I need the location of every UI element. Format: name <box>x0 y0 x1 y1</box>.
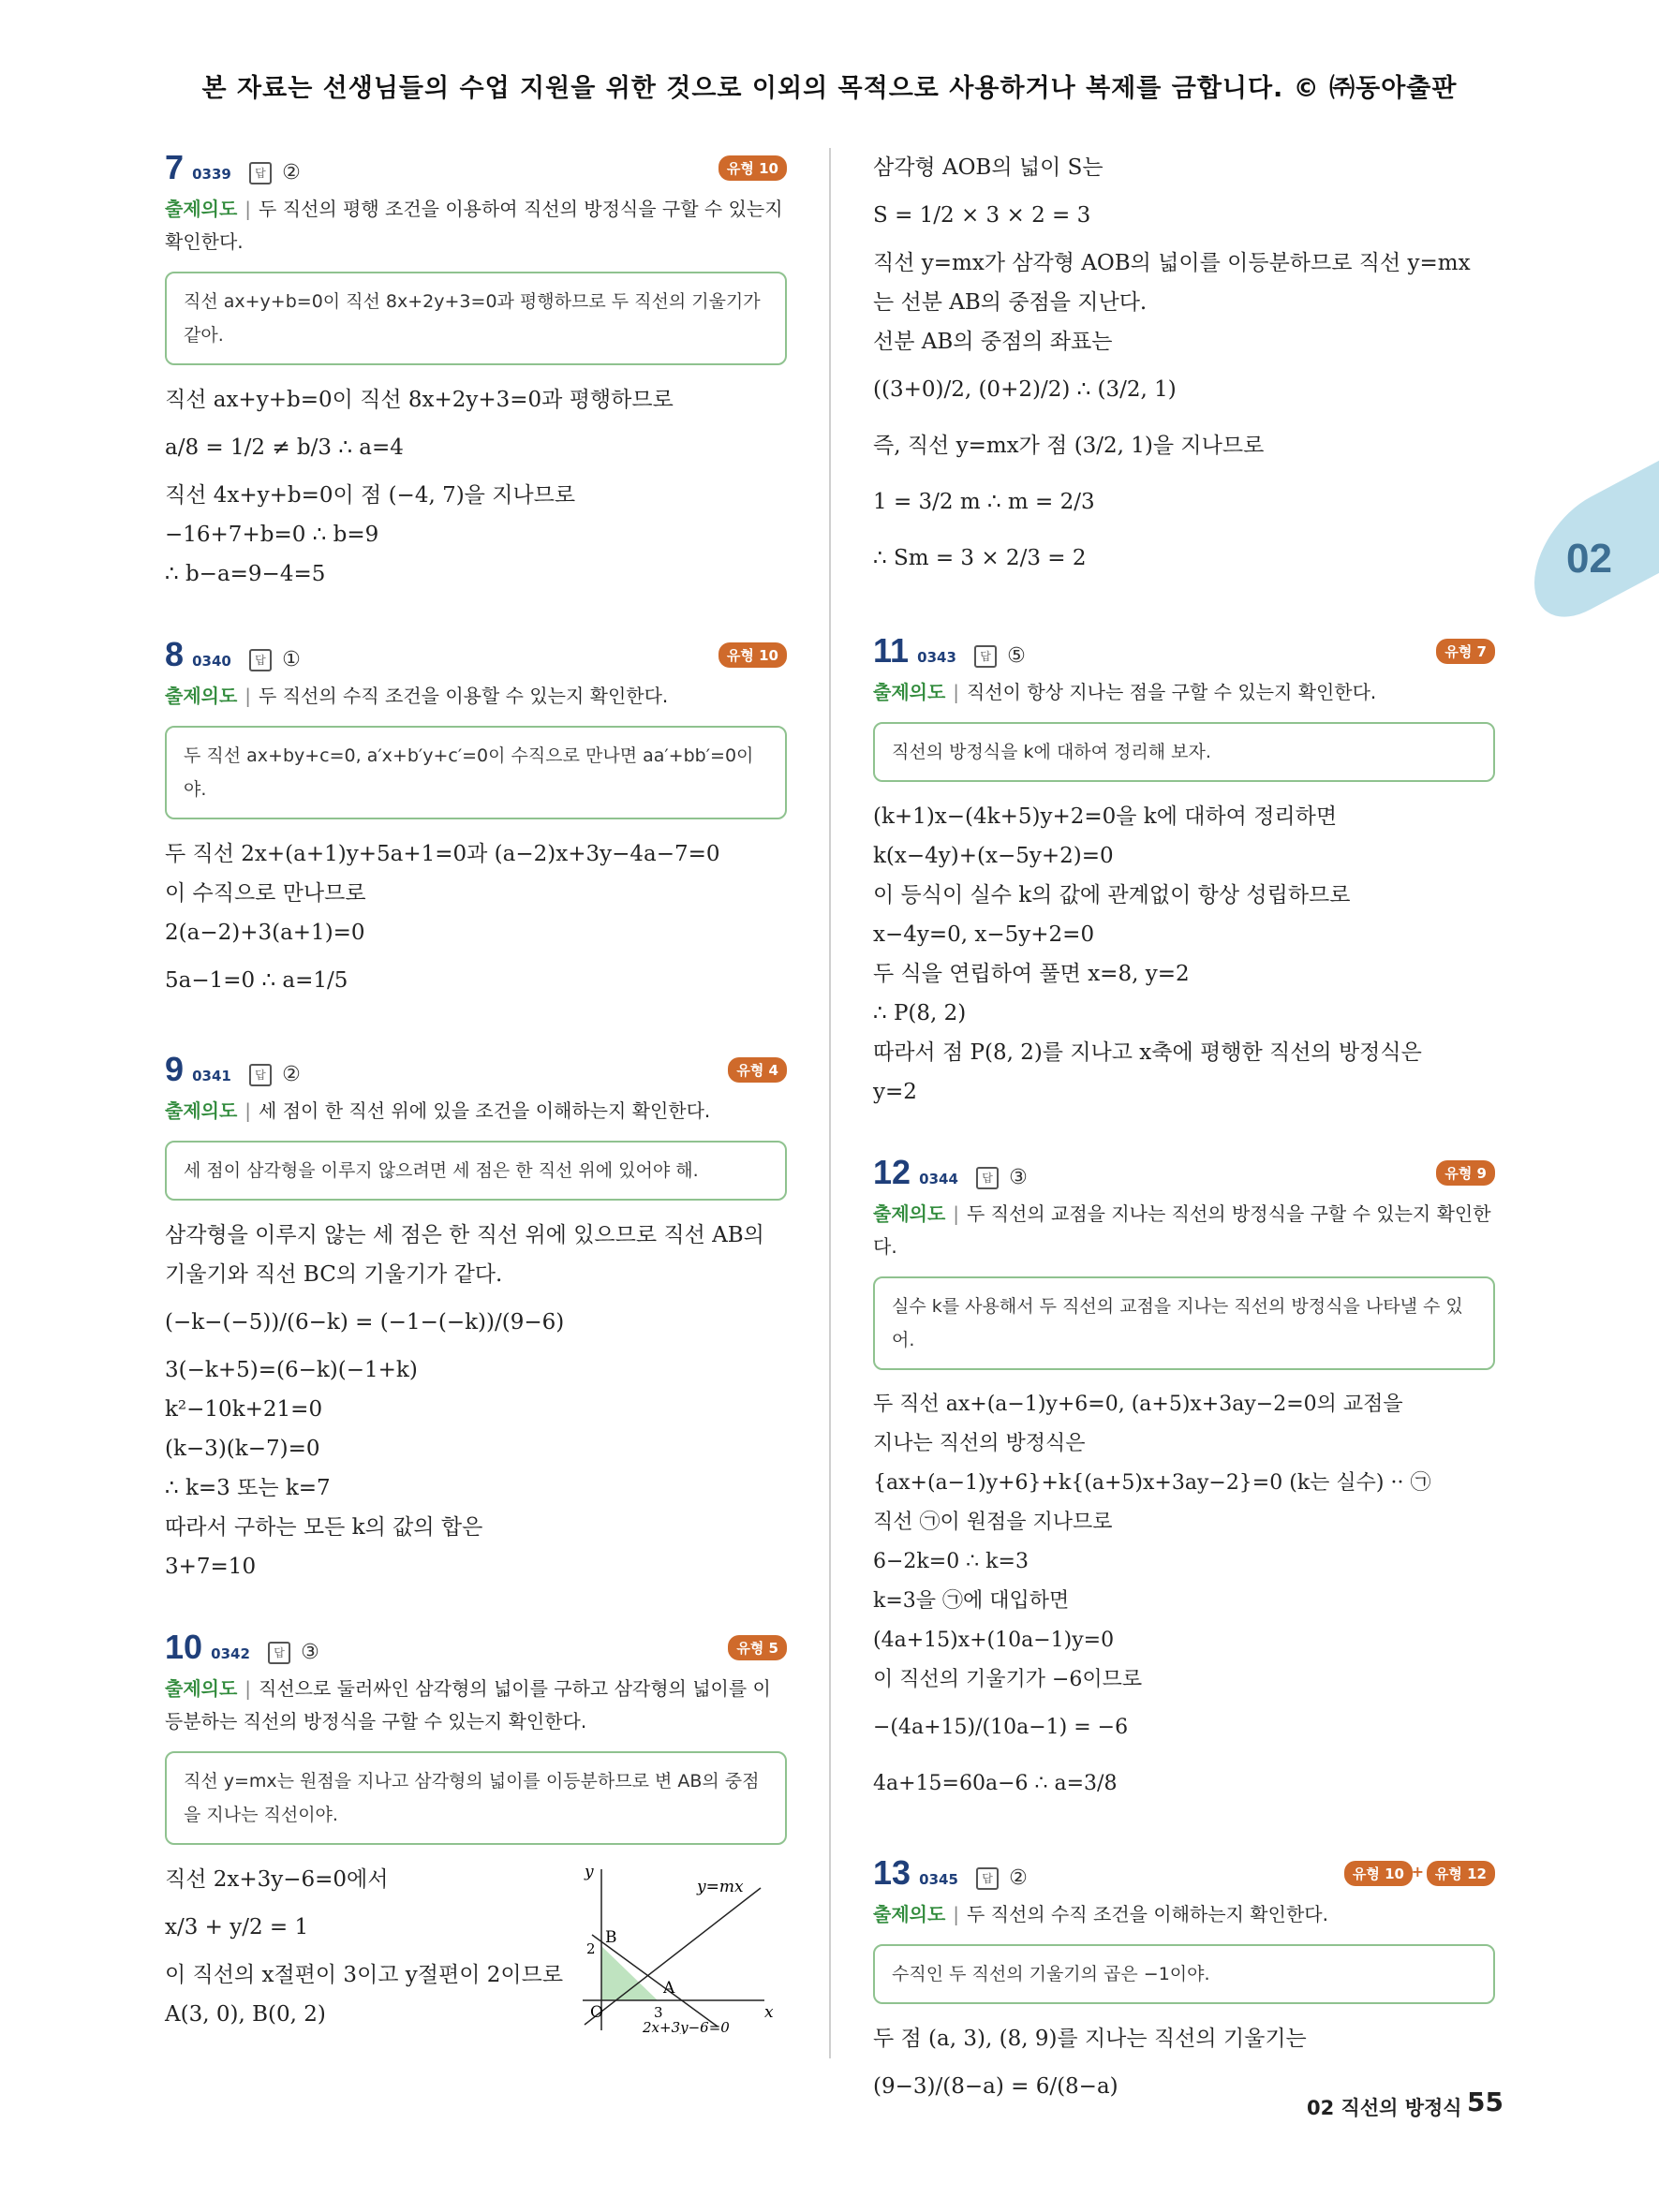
solution-line: 선분 AB의 중점의 좌표는 <box>873 330 1113 354</box>
answer-icon: 답 <box>976 1167 999 1189</box>
type-badge: 유형 10 <box>718 155 787 181</box>
problem-header <box>873 1853 1495 1895</box>
problem-header <box>873 631 1495 672</box>
problem-header <box>165 635 787 676</box>
solution-line: 4a+15=60a−6 ∴ a=3/8 <box>873 1772 1118 1795</box>
intent-line <box>873 1898 1495 1931</box>
solution <box>873 1385 1495 1812</box>
intent-text: 두 직선의 수직 조건을 이용할 수 있는지 확인한다. <box>259 685 669 707</box>
answer-value: ② <box>282 1063 301 1086</box>
solution-line: (−k−(−5))/(6−k) = (−1−(−k))/(9−6) <box>165 1310 565 1335</box>
shaded-triangle <box>601 1946 658 2000</box>
solution-line: x−4y=0, x−5y+2=0 <box>873 922 1095 947</box>
intent-text: 두 직선의 교점을 지나는 직선의 방정식을 구할 수 있는지 확인한다. <box>873 1202 1491 1258</box>
hint-box: 실수 k를 사용해서 두 직선의 교점을 지나는 직선의 방정식을 나타낼 수 있어. <box>873 1276 1495 1370</box>
intent-tag: 출제의도 <box>873 1202 946 1225</box>
solution <box>165 834 787 1009</box>
solution-line: 는 선분 AB의 중점을 지난다. <box>873 290 1148 315</box>
solution-line: {ax+(a−1)y+6}+k{(a+5)x+3ay−2}=0 (k는 실수) ·· ㉠ <box>873 1471 1431 1495</box>
solution <box>873 148 1495 586</box>
solution-line: 두 직선 2x+(a+1)y+5a+1=0과 (a−2)x+3y−4a−7=0 <box>165 842 720 866</box>
solution-line: 기울기와 직선 BC의 기울기가 같다. <box>165 1262 503 1287</box>
intent-line <box>165 1673 787 1738</box>
solution-line: a/8 = 1/2 ≠ b/3 ∴ a=4 <box>165 435 404 460</box>
problem-number: 12 <box>873 1153 911 1191</box>
solution-line: 삼각형을 이루지 않는 세 점은 한 직선 위에 있으므로 직선 AB의 <box>165 1223 764 1247</box>
x-axis-label: x <box>764 2003 774 2022</box>
solution-line: 3(−k+5)=(6−k)(−1+k) <box>165 1358 418 1382</box>
solution-line: 직선 ax+y+b=0이 직선 8x+2y+3=0과 평행하므로 <box>165 388 674 412</box>
intent-separator: | <box>244 198 252 220</box>
solution-line: (4a+15)x+(10a−1)y=0 <box>873 1629 1115 1652</box>
solution-line: x/3 + y/2 = 1 <box>165 1915 309 1939</box>
solution-line: 직선 2x+3y−6=0에서 <box>165 1867 389 1892</box>
intent-tag: 출제의도 <box>165 685 238 707</box>
intent-line <box>165 193 787 258</box>
chapter-side-number: 02 <box>1566 536 1612 582</box>
intent-line <box>165 680 787 713</box>
solution-line: 두 직선 ax+(a−1)y+6=0, (a+5)x+3ay−2=0의 교점을 <box>873 1393 1403 1416</box>
problem-number: 7 <box>165 148 185 186</box>
intent-text: 두 직선의 평행 조건을 이용하여 직선의 방정식을 구할 수 있는지 확인한다. <box>165 198 783 253</box>
hint-box: 두 직선 ax+by+c=0, a′x+b′y+c′=0이 수직으로 만나면 aa′+bb′=0이야. <box>165 726 787 819</box>
type-badge: 유형 5 <box>728 1635 787 1660</box>
problem-header <box>165 1628 787 1669</box>
solution-line: 3+7=10 <box>165 1555 257 1579</box>
intent-text: 직선이 항상 지나는 점을 구할 수 있는지 확인한다. <box>967 681 1377 703</box>
solution-line: 1 = 3/2 m ∴ m = 2/3 <box>873 490 1095 514</box>
solution-line: ∴ k=3 또는 k=7 <box>165 1476 331 1500</box>
solution-line: y=2 <box>873 1080 917 1104</box>
problem-code: 0345 <box>919 1871 958 1888</box>
problem-code: 0344 <box>919 1171 958 1187</box>
problem-number: 11 <box>873 631 910 670</box>
intent-tag: 출제의도 <box>165 1099 238 1122</box>
point-a-label: A <box>663 1979 675 1998</box>
solution-line: 2(a−2)+3(a+1)=0 <box>165 921 365 945</box>
answer-value: ② <box>1009 1866 1028 1890</box>
solution-line: A(3, 0), B(0, 2) <box>165 2002 326 2027</box>
problem-code: 0341 <box>192 1068 231 1084</box>
solution <box>165 1860 787 2034</box>
intent-tag: 출제의도 <box>165 1677 238 1700</box>
answer-icon: 답 <box>976 1867 999 1890</box>
solution-line: k=3을 ㉠에 대입하면 <box>873 1589 1070 1613</box>
type-badge: 유형 9 <box>1436 1160 1495 1186</box>
intent-separator: | <box>244 1099 252 1122</box>
problem-code: 0339 <box>192 166 231 183</box>
hint-box: 수직인 두 직선의 기울기의 곱은 −1이야. <box>873 1944 1495 2004</box>
intent-text: 세 점이 한 직선 위에 있을 조건을 이해하는지 확인한다. <box>259 1099 711 1122</box>
problem-11 <box>873 631 1495 1112</box>
solution <box>165 380 787 594</box>
type-badge: 유형 10 <box>1344 1861 1413 1886</box>
intent-line <box>165 1095 787 1128</box>
solution-line: 직선 ㉠이 원점을 지나므로 <box>873 1511 1113 1534</box>
problem-7 <box>165 148 787 594</box>
problem-13 <box>873 1853 1495 2115</box>
solution-line: (k+1)x−(4k+5)y+2=0을 k에 대하여 정리하면 <box>873 804 1338 829</box>
intent-tag: 출제의도 <box>873 681 946 703</box>
intent-text: 직선으로 둘러싸인 삼각형의 넓이를 구하고 삼각형의 넓이를 이등분하는 직선의 방정식을 구할 수 있는지 확인한다. <box>165 1677 771 1733</box>
triangle-graph <box>577 1860 789 2034</box>
solution-line: 지나는 직선의 방정식은 <box>873 1432 1086 1455</box>
intent-separator: | <box>953 681 960 703</box>
solution <box>873 797 1495 1112</box>
solution-line: ∴ b−a=9−4=5 <box>165 562 326 586</box>
problem-header <box>165 1050 787 1091</box>
problem-number: 10 <box>165 1628 203 1666</box>
type-badge: 유형 7 <box>1436 639 1495 664</box>
solution-line: −(4a+15)/(10a−1) = −6 <box>873 1716 1129 1739</box>
type-badge-2: 유형 12 <box>1427 1861 1495 1886</box>
problem-header <box>165 148 787 189</box>
problem-9 <box>165 1050 787 1586</box>
intent-separator: | <box>244 685 252 707</box>
solution-line: 삼각형 AOB의 넓이 S는 <box>873 155 1104 180</box>
problem-number: 9 <box>165 1050 185 1088</box>
problem-header <box>873 1153 1495 1194</box>
answer-icon: 답 <box>974 645 997 668</box>
copyright-banner: 본 자료는 선생님들의 수업 지원을 위한 것으로 이외의 목적으로 사용하거나 복제를 금합니다. © ㈜동아출판 <box>201 74 1458 103</box>
hint-box: 직선의 방정식을 k에 대하여 정리해 보자. <box>873 722 1495 782</box>
problem-12 <box>873 1153 1495 1812</box>
solution-line: k²−10k+21=0 <box>165 1397 323 1422</box>
solution-line: ∴ P(8, 2) <box>873 1001 967 1025</box>
hint-box: 직선 y=mx는 원점을 지나고 삼각형의 넓이를 이등분하므로 변 AB의 중점을 지나는 직선이야. <box>165 1751 787 1845</box>
solution-line: 이 직선의 x절편이 3이고 y절편이 2이므로 <box>165 1963 564 1987</box>
solution-line: 즉, 직선 y=mx가 점 (3/2, 1)을 지나므로 <box>873 434 1265 458</box>
intent-separator: | <box>953 1202 960 1225</box>
solution-line: 직선 y=mx가 삼각형 AOB의 넓이를 이등분하므로 직선 y=mx <box>873 251 1471 275</box>
intent-separator: | <box>244 1677 252 1700</box>
problem-number: 13 <box>873 1853 911 1892</box>
solution-line: 직선 4x+y+b=0이 점 (−4, 7)을 지나므로 <box>165 483 576 508</box>
problem-10-continued <box>873 148 1495 586</box>
tick-y-label: 2 <box>586 1940 596 1957</box>
intent-line <box>873 676 1495 709</box>
answer-icon: 답 <box>249 162 272 184</box>
solution-line: 이 수직으로 만나므로 <box>165 881 366 906</box>
problem-8 <box>165 635 787 1009</box>
problem-code: 0342 <box>211 1645 250 1662</box>
answer-icon: 답 <box>249 1064 272 1086</box>
solution-line: −16+7+b=0 ∴ b=9 <box>165 523 379 547</box>
point-b-label: B <box>605 1928 617 1947</box>
solution-line: S = 1/2 × 3 × 2 = 3 <box>873 203 1091 228</box>
solution-line: 따라서 구하는 모든 k의 값의 합은 <box>165 1515 483 1540</box>
solution-line: 따라서 점 P(8, 2)를 지나고 x축에 평행한 직선의 방정식은 <box>873 1040 1422 1065</box>
solution-line: k(x−4y)+(x−5y+2)=0 <box>873 844 1114 868</box>
left-column <box>165 148 787 2075</box>
solution-line: (k−3)(k−7)=0 <box>165 1437 320 1461</box>
solution-line: 이 등식이 실수 k의 값에 관계없이 항상 성립하므로 <box>873 883 1351 907</box>
answer-value: ③ <box>1009 1166 1028 1189</box>
solution-line: ∴ Sm = 3 × 2/3 = 2 <box>873 546 1087 570</box>
solution-line: 두 식을 연립하여 풀면 x=8, y=2 <box>873 962 1190 986</box>
problem-code: 0340 <box>192 653 231 670</box>
answer-value: ② <box>282 161 301 184</box>
intent-text: 두 직선의 수직 조건을 이해하는지 확인한다. <box>967 1903 1328 1925</box>
answer-value: ① <box>282 648 301 671</box>
problem-10 <box>165 1628 787 2034</box>
answer-icon: 답 <box>268 1642 290 1664</box>
type-plus: + <box>1411 1863 1424 1880</box>
answer-value: ⑤ <box>1007 644 1026 668</box>
footer-chapter: 02 직선의 방정식 <box>1307 2097 1462 2119</box>
type-badge: 유형 10 <box>718 642 787 668</box>
solution-line: 두 점 (a, 3), (8, 9)를 지나는 직선의 기울기는 <box>873 2027 1307 2051</box>
problem-number: 8 <box>165 635 185 673</box>
answer-value: ③ <box>301 1641 319 1664</box>
solution-line: 5a−1=0 ∴ a=1/5 <box>165 968 348 993</box>
solution-line: ((3+0)/2, (0+2)/2) ∴ (3/2, 1) <box>873 377 1177 402</box>
intent-line <box>873 1198 1495 1263</box>
y-axis-label: y <box>585 1863 594 1881</box>
solution-line: 6−2k=0 ∴ k=3 <box>873 1550 1029 1573</box>
solution-line: 이 직선의 기울기가 −6이므로 <box>873 1668 1143 1691</box>
solution <box>165 1216 787 1586</box>
problem-code: 0343 <box>917 649 956 666</box>
line-y-mx-label: y=mx <box>697 1878 744 1896</box>
hint-box: 세 점이 삼각형을 이루지 않으려면 세 점은 한 직선 위에 있어야 해. <box>165 1141 787 1201</box>
page-number: 55 <box>1467 2087 1503 2117</box>
intent-tag: 출제의도 <box>165 198 238 220</box>
line-2x3y-label: 2x+3y−6=0 <box>643 2019 730 2034</box>
intent-separator: | <box>953 1903 960 1925</box>
origin-label: O <box>590 2003 603 2022</box>
tick-x-label: 3 <box>654 2004 663 2021</box>
answer-icon: 답 <box>249 649 272 671</box>
type-badge: 유형 4 <box>728 1057 787 1083</box>
hint-box: 직선 ax+y+b=0이 직선 8x+2y+3=0과 평행하므로 두 직선의 기울기가 같아. <box>165 272 787 365</box>
solution-line: (9−3)/(8−a) = 6/(8−a) <box>873 2074 1118 2099</box>
intent-tag: 출제의도 <box>873 1903 946 1925</box>
right-column <box>873 148 1495 2156</box>
column-divider <box>829 148 831 2058</box>
